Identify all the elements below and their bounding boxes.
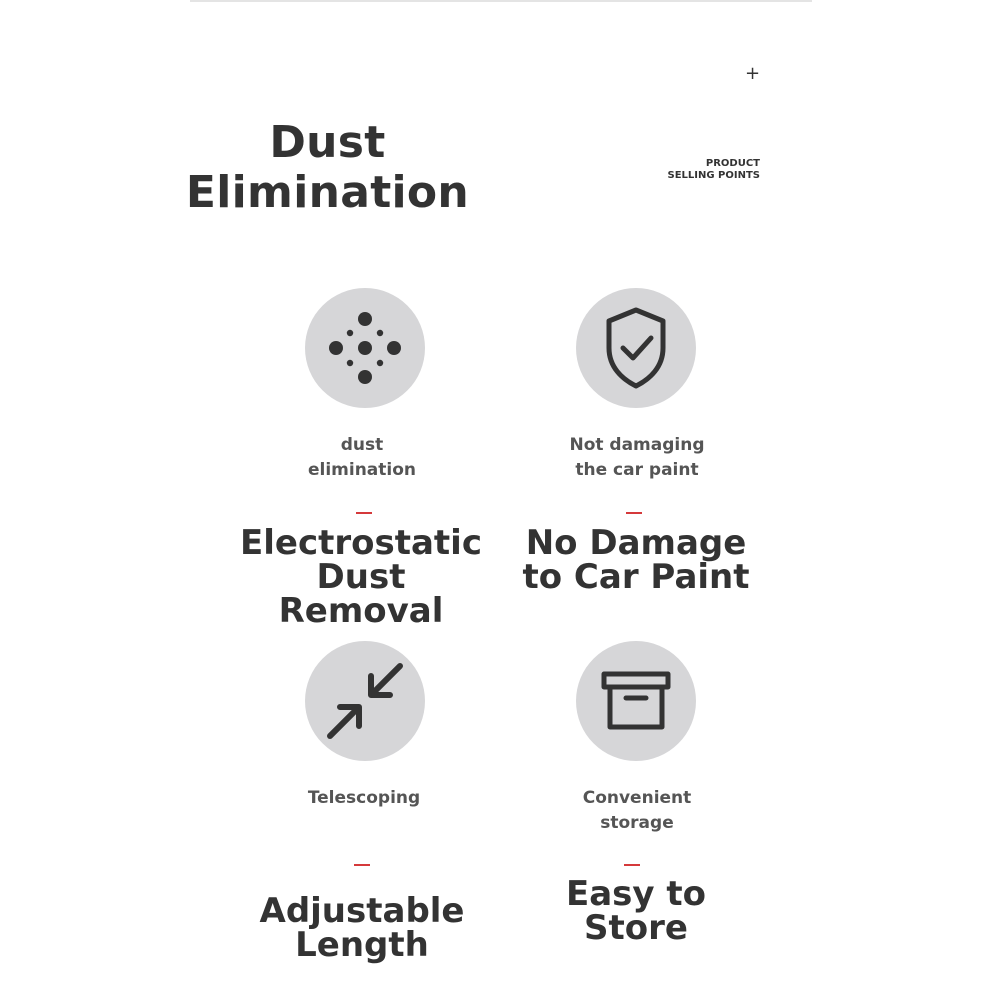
page-title xyxy=(180,118,475,218)
dust-dots-icon xyxy=(305,288,425,408)
plus-icon: + xyxy=(745,63,761,84)
accent-dash xyxy=(624,864,640,866)
feature-heading-line-1: No Damage xyxy=(525,523,747,563)
feature-label-line-2: the car paint xyxy=(575,460,699,480)
feature-heading-line-2: Store xyxy=(584,908,688,948)
feature-label-telescoping xyxy=(254,786,474,811)
feature-label-dust xyxy=(252,433,472,483)
feature-heading-paint xyxy=(466,523,806,597)
feature-label-paint xyxy=(527,433,747,483)
shield-check-icon xyxy=(576,288,696,408)
feature-label-line-1: Convenient xyxy=(582,788,692,808)
accent-dash xyxy=(626,512,642,514)
feature-label-line-2: elimination xyxy=(307,460,417,480)
feature-heading-storage xyxy=(466,874,806,948)
title-line-1: Dust xyxy=(269,117,386,168)
feature-heading-line-1: Adjustable Length xyxy=(259,891,465,965)
feature-label-storage xyxy=(527,786,747,836)
compress-arrows-icon xyxy=(305,641,425,761)
feature-heading-line-2: to Car Paint xyxy=(522,557,750,597)
feature-label-line-1: dust xyxy=(340,435,384,455)
feature-heading-line-2: Removal xyxy=(278,591,444,631)
feature-label-line-1: Telescoping xyxy=(307,788,421,808)
section-tag-line-1: PRODUCT xyxy=(705,158,760,169)
section-tag-line-2: SELLING POINTS xyxy=(667,170,760,181)
title-line-2: Elimination xyxy=(185,167,470,218)
section-tag xyxy=(640,158,760,182)
feature-heading-line-1: Easy to xyxy=(565,874,707,914)
accent-dash xyxy=(356,512,372,514)
feature-label-line-1: Not damaging xyxy=(569,435,705,455)
storage-box-icon xyxy=(576,641,696,761)
accent-dash xyxy=(354,864,370,866)
feature-heading-line-1: Electrostatic Dust xyxy=(240,523,482,597)
top-divider xyxy=(190,0,812,2)
feature-label-line-2: storage xyxy=(600,813,674,833)
